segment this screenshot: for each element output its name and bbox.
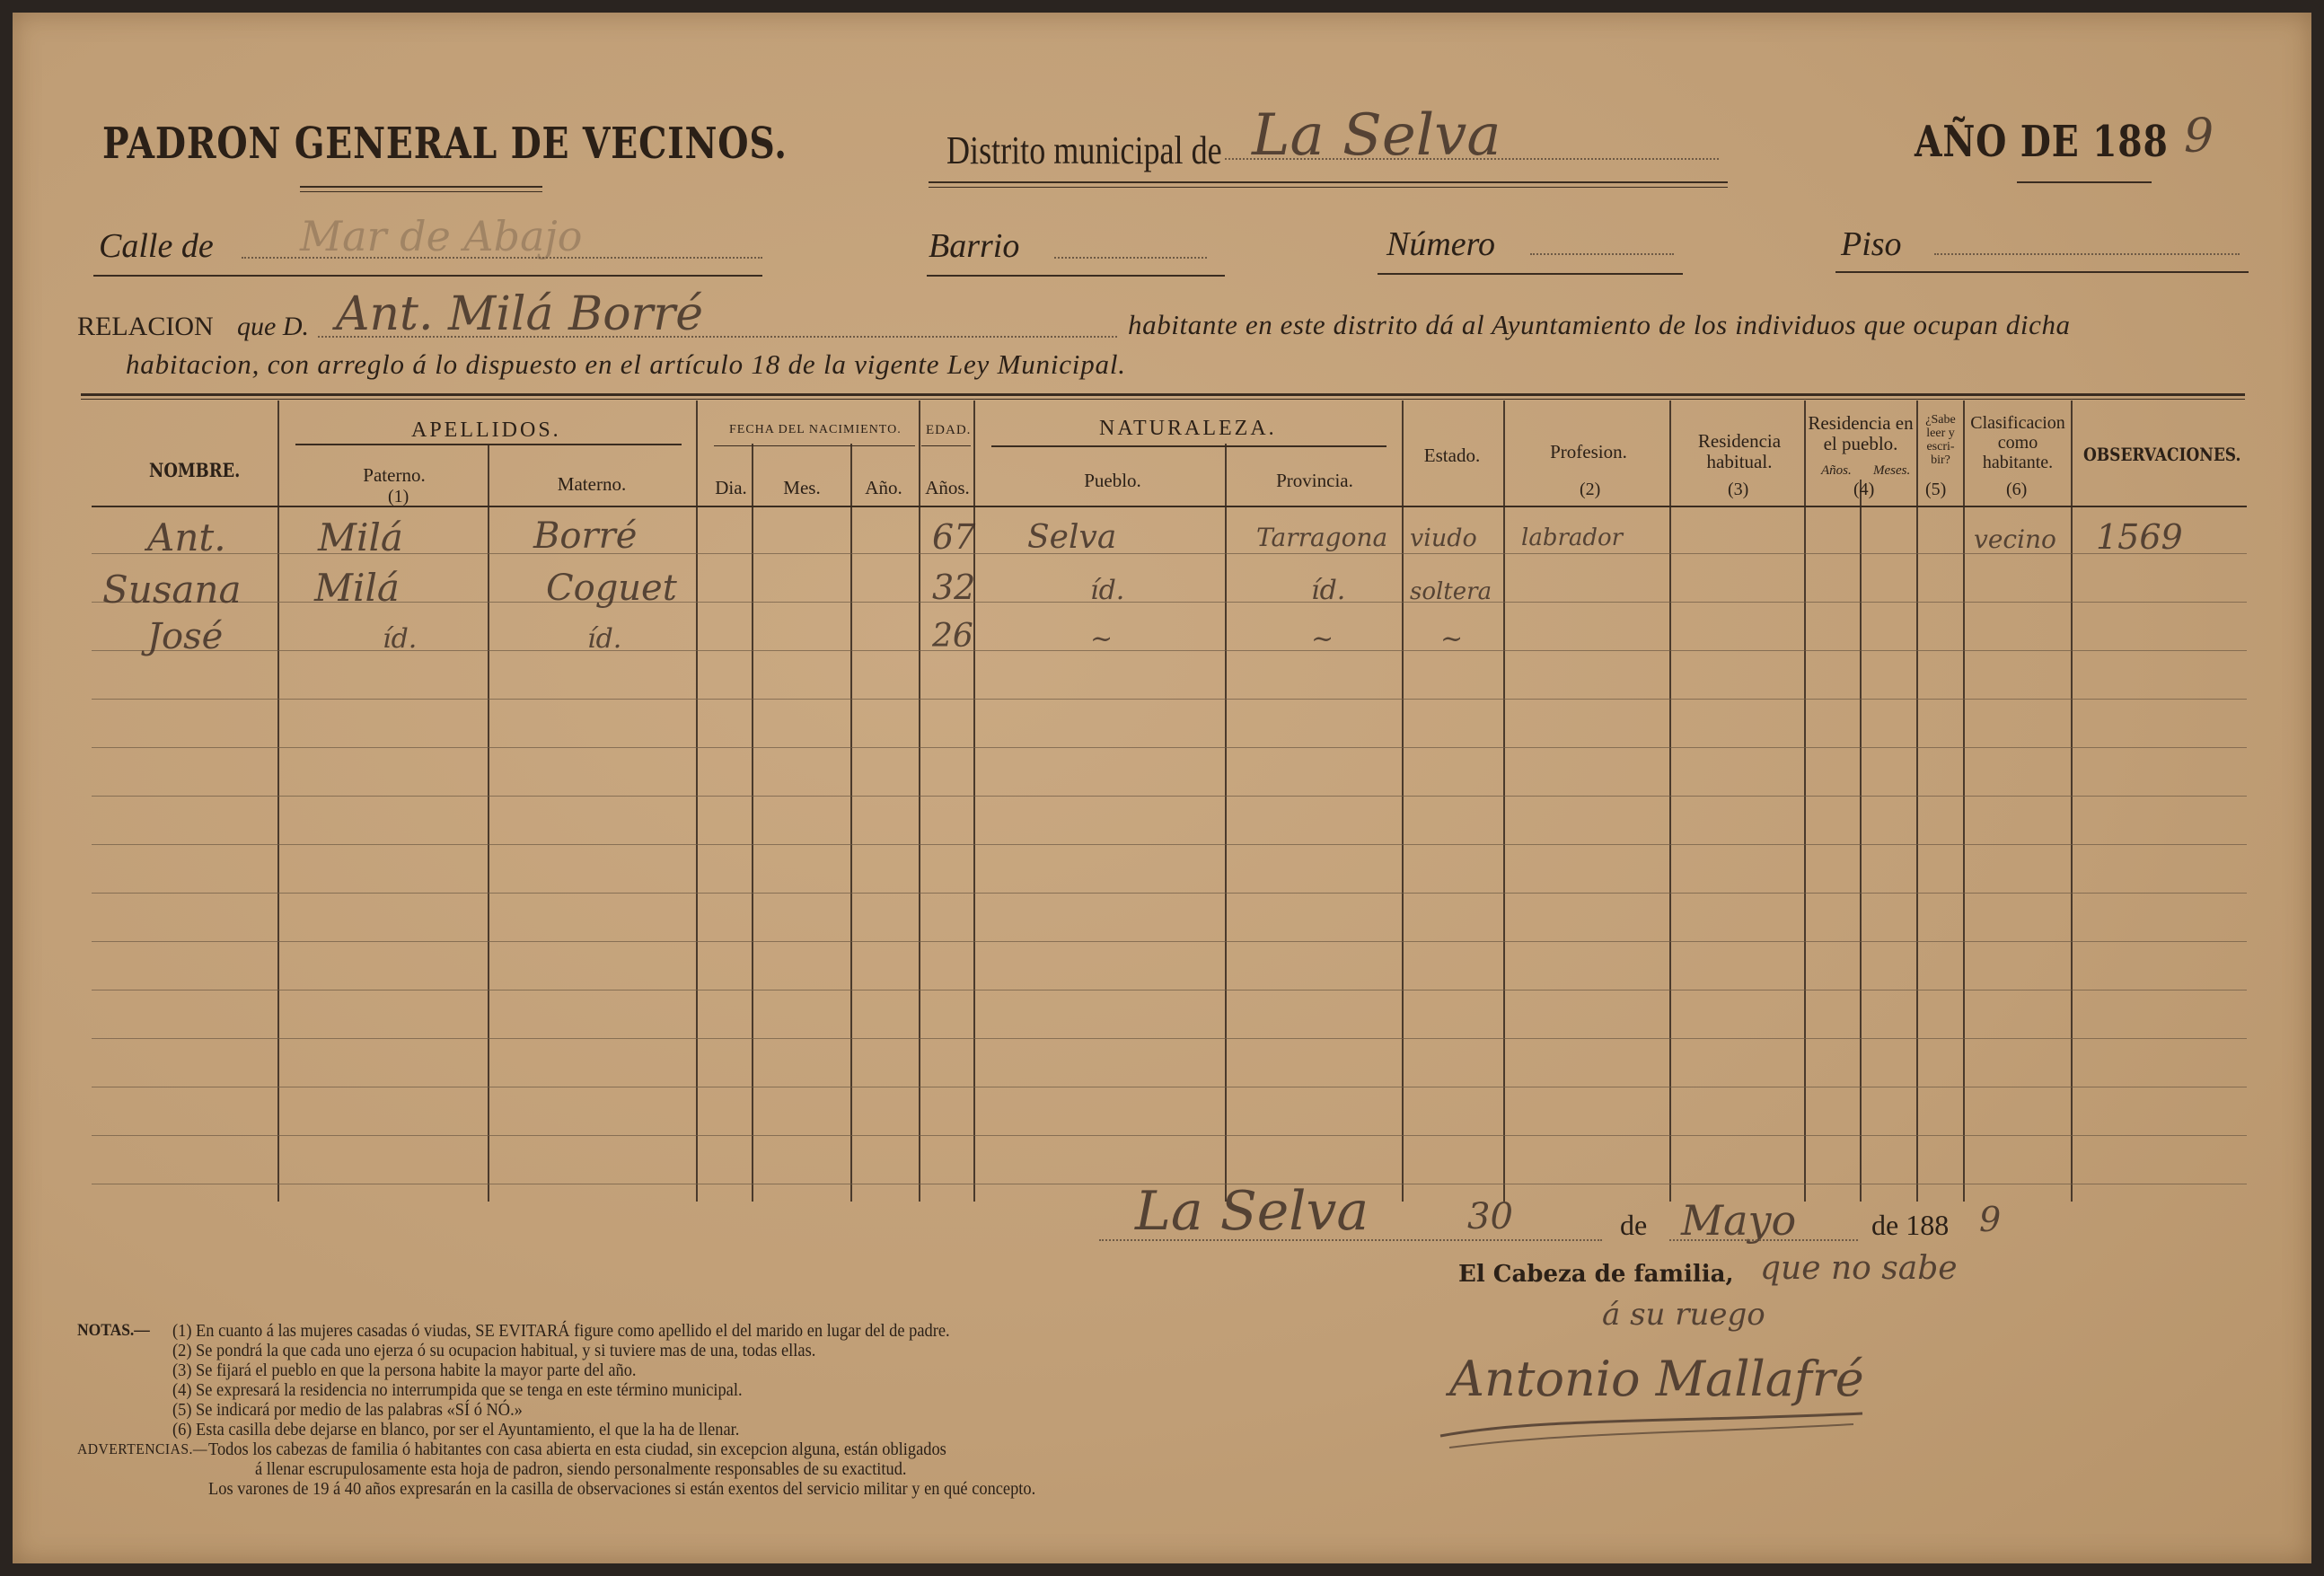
naturaleza-group-rule — [991, 445, 1386, 447]
form-title: PADRON GENERAL DE VECINOS. — [102, 119, 788, 169]
distrito-underline-thin — [929, 187, 1728, 188]
header-profesion-note: (2) — [1580, 480, 1601, 499]
note-2: (2) Se pondrá la que cada uno ejerza ó su ocupacion habitual, y si tuviere mas de una, todas ellas. — [172, 1341, 816, 1360]
cell-clasificacion: vecino — [1974, 524, 2056, 554]
cell-nombre: Susana — [102, 568, 242, 612]
cell-estado: viudo — [1410, 524, 1477, 552]
note-6: (6) Esta casilla debe dejarse en blanco, por ser el Ayuntamiento, el que la ha de llenar. — [172, 1420, 740, 1440]
col-line — [1225, 444, 1227, 1202]
cell-pueblo: ~ — [1090, 623, 1114, 655]
anio-underline — [2017, 181, 2152, 183]
cell-paterno: íd. — [383, 623, 418, 655]
col-line — [1804, 401, 1806, 1202]
relacion-text-1: habitante en este distrito dá al Ayuntamiento de los individuos que ocupan dicha — [1128, 309, 2071, 340]
cell-materno: Borré — [533, 515, 638, 557]
table-top-rule — [81, 393, 2245, 396]
cell-pueblo: íd. — [1090, 575, 1125, 606]
note-1: (1) En cuanto á las mujeres casadas ó viudas, SE EVITARÁ figure como apellido el del marido en lugar del de padre. — [172, 1321, 950, 1341]
calle-dotline — [242, 257, 762, 259]
advertencia-3: Los varones de 19 á 40 años expresarán en la casilla de observaciones si están exentos del servicio militar y en qué concepto. — [208, 1479, 1036, 1499]
numero-dotline — [1530, 253, 1674, 255]
header-paterno-note: (1) — [388, 487, 409, 506]
distrito-dotline — [1225, 158, 1719, 160]
col-line — [1402, 401, 1404, 1202]
table-top-rule-thin — [81, 399, 2245, 400]
advertencia-2: á llenar escrupulosamente esta hoja de padron, siendo personalmente responsables de su exactitud. — [255, 1459, 907, 1479]
anio-value: 9 — [2184, 110, 2214, 163]
calle-value: Mar de Abajo — [300, 212, 583, 260]
header-residencia-pueblo: Residencia en el pueblo. — [1808, 412, 1914, 455]
header-edad: EDAD. — [926, 423, 972, 437]
header-ano: Año. — [865, 477, 902, 498]
note-5: (5) Se indicará por medio de las palabras «SÍ ó NÓ.» — [172, 1400, 523, 1420]
header-sabe-note: (5) — [1925, 480, 1947, 499]
anio-label: AÑO DE 188 — [1915, 117, 2169, 167]
col-line — [850, 444, 852, 1202]
cell-profesion: labrador — [1521, 524, 1624, 551]
barrio-dotline — [1054, 257, 1207, 259]
cell-nombre: José — [147, 616, 224, 657]
cabeza-note-1: que no sabe — [1760, 1250, 1958, 1287]
header-apellidos: APELLIDOS. — [411, 418, 561, 442]
piso-underline — [1835, 271, 2249, 273]
signature: Antonio Mallafré — [1449, 1351, 1864, 1407]
header-profesion: Profesion. — [1550, 441, 1627, 462]
header-residencia-pueblo-note: (4) — [1853, 480, 1875, 499]
table-rule-line — [92, 1135, 2247, 1136]
header-mes: Mes. — [783, 477, 821, 498]
table-rule-line — [92, 553, 2247, 554]
apellidos-group-rule — [295, 444, 682, 445]
title-underline — [300, 186, 542, 188]
header-bottom-rule — [92, 506, 2247, 507]
date-place: La Selva — [1135, 1180, 1369, 1243]
table-rule-line — [92, 990, 2247, 991]
col-line — [1963, 401, 1965, 1202]
header-sabe: ¿Sabe leer y escri-bir? — [1925, 413, 1956, 467]
relacion-dotline — [318, 336, 1117, 338]
distrito-value: La Selva — [1252, 102, 1501, 169]
cell-provincia: Tarragona — [1256, 523, 1388, 552]
distrito-underline — [929, 181, 1728, 183]
header-naturaleza: NATURALEZA. — [1099, 417, 1277, 440]
date-de-2: de 188 — [1871, 1209, 1950, 1241]
date-year-digit: 9 — [1979, 1200, 2002, 1239]
header-clasificacion-note: (6) — [2006, 480, 2028, 499]
date-de-1: de — [1620, 1209, 1648, 1241]
fecha-group-rule — [714, 445, 915, 446]
date-place-dotline — [1099, 1239, 1602, 1241]
relacion-text-2: habitacion, con arreglo á lo dispuesto en el artículo 18 de la vigente Ley Municipal. — [126, 348, 1126, 380]
header-pueblo: Pueblo. — [1084, 470, 1141, 491]
header-nombre: NOMBRE. — [149, 459, 241, 481]
title-underline-thin — [300, 191, 542, 192]
calle-label: Calle de — [99, 227, 214, 265]
cell-edad: 67 — [932, 517, 976, 557]
col-line — [488, 444, 489, 1202]
barrio-underline — [927, 275, 1225, 277]
table-rule-line — [92, 747, 2247, 748]
header-anos: Años. — [925, 477, 970, 498]
header-observaciones: OBSERVACIONES. — [2083, 444, 2241, 465]
padron-sheet — [13, 13, 2311, 1563]
header-materno: Materno. — [557, 473, 627, 495]
table-rule-line — [92, 844, 2247, 845]
cabeza-note-2: á su ruego — [1602, 1297, 1765, 1333]
cell-edad: 26 — [932, 618, 973, 655]
relacion-label: RELACION — [77, 312, 214, 341]
col-line — [752, 444, 753, 1202]
cell-edad: 32 — [932, 568, 976, 607]
edad-group-rule — [921, 445, 971, 446]
cell-estado: soltera — [1410, 578, 1492, 605]
cell-observaciones: 1569 — [2096, 517, 2183, 557]
col-line — [2071, 401, 2073, 1202]
date-month: Mayo — [1681, 1196, 1797, 1245]
cell-materno: íd. — [587, 623, 622, 655]
header-fecha: FECHA DEL NACIMIENTO. — [729, 423, 902, 436]
numero-label: Número — [1386, 225, 1496, 263]
header-residencia: Residencia habitual. — [1697, 430, 1782, 473]
table-rule-line — [92, 941, 2247, 942]
cabeza-label: El Cabeza de familia, — [1458, 1261, 1734, 1288]
table-rule-line — [92, 602, 2247, 603]
col-line — [1860, 480, 1862, 1202]
table-rule-line — [92, 893, 2247, 894]
header-dia: Dia. — [715, 477, 747, 498]
header-residencia-note: (3) — [1728, 480, 1749, 499]
relacion-name: Ant. Milá Borré — [336, 287, 704, 341]
col-line — [1669, 401, 1671, 1202]
notes-label: NOTAS.— — [77, 1321, 150, 1340]
cell-paterno: Milá — [318, 515, 403, 559]
table-rule-line — [92, 699, 2247, 700]
col-line — [1916, 401, 1918, 1202]
calle-underline — [93, 275, 762, 277]
col-line — [696, 401, 698, 1202]
note-3: (3) Se fijará el pueblo en que la persona habite la mayor parte del año. — [172, 1360, 637, 1380]
barrio-label: Barrio — [929, 227, 1020, 265]
header-estado: Estado. — [1423, 445, 1481, 466]
signature-flourish — [1431, 1404, 1880, 1458]
col-line — [919, 401, 920, 1202]
cell-nombre: Ant. — [147, 515, 226, 559]
piso-label: Piso — [1841, 225, 1902, 263]
header-res-anos: Años. — [1821, 463, 1852, 478]
table-rule-line — [92, 1038, 2247, 1039]
header-clasificacion: Clasificacion como habitante. — [1970, 413, 2065, 472]
piso-dotline — [1934, 253, 2240, 255]
header-paterno: Paterno. — [363, 464, 426, 486]
date-month-dotline — [1669, 1239, 1858, 1241]
distrito-label: Distrito municipal de — [946, 128, 1222, 172]
relacion-que: que D. — [237, 312, 309, 341]
note-4: (4) Se expresará la residencia no interrumpida que se tenga en este término municipal. — [172, 1380, 743, 1400]
date-day: 30 — [1467, 1196, 1513, 1237]
col-line — [277, 401, 279, 1202]
advertencia-1: Todos los cabezas de familia ó habitantes con casa abierta en esta ciudad, sin excepcion alguna, están obligados — [208, 1440, 946, 1459]
advertencias-label: ADVERTENCIAS.— — [77, 1440, 207, 1457]
header-provincia: Provincia. — [1276, 470, 1353, 491]
cell-estado: ~ — [1440, 623, 1464, 655]
table-rule-line — [92, 796, 2247, 797]
col-line — [1503, 401, 1505, 1202]
cell-paterno: Milá — [314, 566, 400, 610]
cell-pueblo: Selva — [1027, 519, 1117, 556]
cell-provincia: íd. — [1311, 575, 1346, 606]
header-res-meses: Meses. — [1873, 463, 1911, 478]
cell-provincia: ~ — [1311, 623, 1334, 655]
numero-underline — [1378, 273, 1683, 275]
cell-materno: Coguet — [546, 568, 677, 609]
